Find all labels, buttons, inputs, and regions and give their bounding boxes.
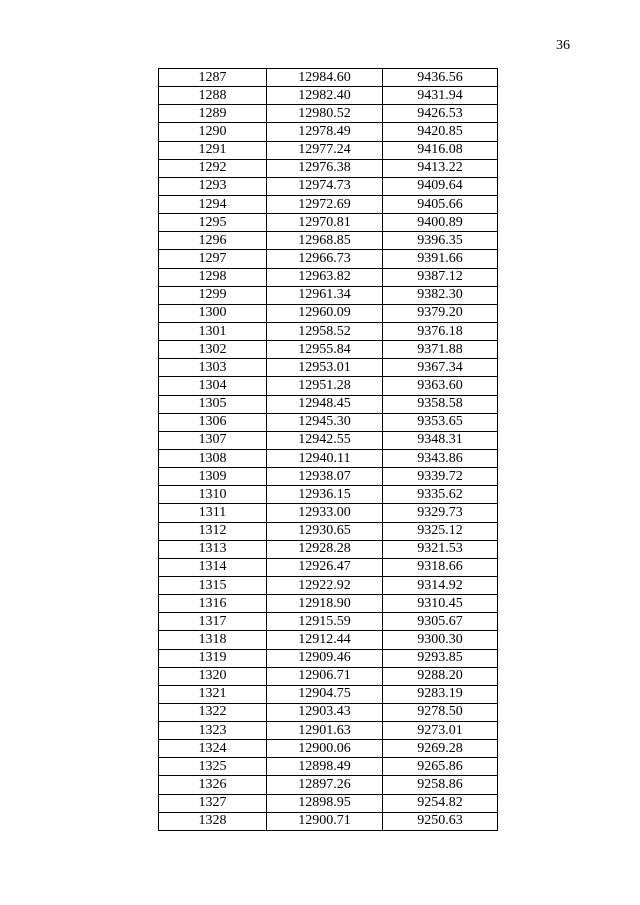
index-cell: 1306: [159, 413, 267, 431]
index-cell: 1311: [159, 504, 267, 522]
table-row: [159, 504, 498, 522]
table-row: [159, 703, 498, 721]
value-a-cell: 12938.07: [267, 468, 383, 486]
value-b-cell: 9420.85: [383, 123, 498, 141]
index-cell: 1291: [159, 141, 267, 159]
table-row: [159, 794, 498, 812]
index-cell: 1318: [159, 631, 267, 649]
index-cell: 1328: [159, 812, 267, 830]
table-row: [159, 758, 498, 776]
value-b-cell: 9258.86: [383, 776, 498, 794]
index-cell: 1308: [159, 449, 267, 467]
value-a-cell: 12966.73: [267, 250, 383, 268]
index-cell: 1309: [159, 468, 267, 486]
index-cell: 1298: [159, 268, 267, 286]
value-b-cell: 9376.18: [383, 322, 498, 340]
value-b-cell: 9363.60: [383, 377, 498, 395]
table-row: [159, 159, 498, 177]
value-a-cell: 12984.60: [267, 69, 383, 87]
table-row: [159, 322, 498, 340]
value-b-cell: 9288.20: [383, 667, 498, 685]
table-row: [159, 250, 498, 268]
value-b-cell: 9416.08: [383, 141, 498, 159]
value-a-cell: 12918.90: [267, 595, 383, 613]
value-a-cell: 12904.75: [267, 685, 383, 703]
table-row: [159, 685, 498, 703]
value-b-cell: 9254.82: [383, 794, 498, 812]
value-a-cell: 12977.24: [267, 141, 383, 159]
table-row: [159, 631, 498, 649]
value-b-cell: 9371.88: [383, 341, 498, 359]
table-row: [159, 359, 498, 377]
table-row: [159, 141, 498, 159]
value-a-cell: 12948.45: [267, 395, 383, 413]
value-a-cell: 12980.52: [267, 105, 383, 123]
table-row: [159, 812, 498, 830]
value-b-cell: 9348.31: [383, 431, 498, 449]
value-a-cell: 12968.85: [267, 232, 383, 250]
index-cell: 1293: [159, 177, 267, 195]
value-b-cell: 9431.94: [383, 87, 498, 105]
value-b-cell: 9318.66: [383, 558, 498, 576]
index-cell: 1289: [159, 105, 267, 123]
value-a-cell: 12903.43: [267, 703, 383, 721]
table-row: [159, 69, 498, 87]
value-a-cell: 12933.00: [267, 504, 383, 522]
value-b-cell: 9353.65: [383, 413, 498, 431]
value-a-cell: 12906.71: [267, 667, 383, 685]
index-cell: 1321: [159, 685, 267, 703]
value-a-cell: 12951.28: [267, 377, 383, 395]
value-b-cell: 9382.30: [383, 286, 498, 304]
table-row: [159, 540, 498, 558]
value-b-cell: 9329.73: [383, 504, 498, 522]
value-a-cell: 12963.82: [267, 268, 383, 286]
value-a-cell: 12912.44: [267, 631, 383, 649]
value-b-cell: 9413.22: [383, 159, 498, 177]
value-b-cell: 9358.58: [383, 395, 498, 413]
value-b-cell: 9310.45: [383, 595, 498, 613]
index-cell: 1295: [159, 214, 267, 232]
value-b-cell: 9293.85: [383, 649, 498, 667]
value-b-cell: 9305.67: [383, 613, 498, 631]
value-a-cell: 12900.06: [267, 740, 383, 758]
index-cell: 1325: [159, 758, 267, 776]
index-cell: 1313: [159, 540, 267, 558]
value-a-cell: 12942.55: [267, 431, 383, 449]
index-cell: 1315: [159, 576, 267, 594]
index-cell: 1303: [159, 359, 267, 377]
table-row: [159, 558, 498, 576]
index-cell: 1302: [159, 341, 267, 359]
table-row: [159, 286, 498, 304]
value-b-cell: 9405.66: [383, 195, 498, 213]
value-b-cell: 9250.63: [383, 812, 498, 830]
value-a-cell: 12972.69: [267, 195, 383, 213]
table-row: [159, 486, 498, 504]
value-a-cell: 12926.47: [267, 558, 383, 576]
table-row: [159, 595, 498, 613]
value-b-cell: 9325.12: [383, 522, 498, 540]
index-cell: 1296: [159, 232, 267, 250]
index-cell: 1288: [159, 87, 267, 105]
value-a-cell: 12915.59: [267, 613, 383, 631]
value-a-cell: 12955.84: [267, 341, 383, 359]
index-cell: 1323: [159, 722, 267, 740]
value-a-cell: 12974.73: [267, 177, 383, 195]
table-row: [159, 522, 498, 540]
value-a-cell: 12897.26: [267, 776, 383, 794]
index-cell: 1297: [159, 250, 267, 268]
value-a-cell: 12961.34: [267, 286, 383, 304]
table-row: [159, 431, 498, 449]
value-b-cell: 9343.86: [383, 449, 498, 467]
value-a-cell: 12970.81: [267, 214, 383, 232]
value-b-cell: 9409.64: [383, 177, 498, 195]
value-b-cell: 9367.34: [383, 359, 498, 377]
value-a-cell: 12978.49: [267, 123, 383, 141]
index-cell: 1319: [159, 649, 267, 667]
value-a-cell: 12960.09: [267, 304, 383, 322]
value-b-cell: 9273.01: [383, 722, 498, 740]
table-row: [159, 468, 498, 486]
value-b-cell: 9391.66: [383, 250, 498, 268]
table-row: [159, 105, 498, 123]
page-number: 36: [556, 38, 570, 53]
table-row: [159, 214, 498, 232]
value-b-cell: 9396.35: [383, 232, 498, 250]
table-row: [159, 722, 498, 740]
index-cell: 1307: [159, 431, 267, 449]
value-a-cell: 12982.40: [267, 87, 383, 105]
table-row: [159, 576, 498, 594]
table-body: [159, 69, 498, 831]
value-b-cell: 9314.92: [383, 576, 498, 594]
value-b-cell: 9269.28: [383, 740, 498, 758]
index-cell: 1327: [159, 794, 267, 812]
table-row: [159, 232, 498, 250]
index-cell: 1304: [159, 377, 267, 395]
table-row: [159, 304, 498, 322]
value-a-cell: 12901.63: [267, 722, 383, 740]
table-row: [159, 413, 498, 431]
value-b-cell: 9300.30: [383, 631, 498, 649]
index-cell: 1317: [159, 613, 267, 631]
table-row: [159, 395, 498, 413]
index-cell: 1299: [159, 286, 267, 304]
table-row: [159, 195, 498, 213]
value-b-cell: 9321.53: [383, 540, 498, 558]
value-a-cell: 12940.11: [267, 449, 383, 467]
index-cell: 1301: [159, 322, 267, 340]
index-cell: 1294: [159, 195, 267, 213]
value-a-cell: 12976.38: [267, 159, 383, 177]
index-cell: 1305: [159, 395, 267, 413]
value-a-cell: 12936.15: [267, 486, 383, 504]
data-table: [158, 68, 498, 831]
value-b-cell: 9278.50: [383, 703, 498, 721]
index-cell: 1310: [159, 486, 267, 504]
value-b-cell: 9335.62: [383, 486, 498, 504]
table-row: [159, 268, 498, 286]
value-b-cell: 9400.89: [383, 214, 498, 232]
index-cell: 1290: [159, 123, 267, 141]
index-cell: 1324: [159, 740, 267, 758]
table-row: [159, 123, 498, 141]
index-cell: 1326: [159, 776, 267, 794]
table-row: [159, 776, 498, 794]
index-cell: 1322: [159, 703, 267, 721]
table-row: [159, 177, 498, 195]
table-row: [159, 87, 498, 105]
value-b-cell: 9436.56: [383, 69, 498, 87]
index-cell: 1312: [159, 522, 267, 540]
table-row: [159, 740, 498, 758]
value-b-cell: 9283.19: [383, 685, 498, 703]
value-a-cell: 12922.92: [267, 576, 383, 594]
value-b-cell: 9379.20: [383, 304, 498, 322]
value-a-cell: 12930.65: [267, 522, 383, 540]
value-a-cell: 12945.30: [267, 413, 383, 431]
value-b-cell: 9265.86: [383, 758, 498, 776]
value-a-cell: 12898.49: [267, 758, 383, 776]
index-cell: 1320: [159, 667, 267, 685]
index-cell: 1314: [159, 558, 267, 576]
value-a-cell: 12909.46: [267, 649, 383, 667]
index-cell: 1287: [159, 69, 267, 87]
index-cell: 1292: [159, 159, 267, 177]
value-a-cell: 12928.28: [267, 540, 383, 558]
value-b-cell: 9387.12: [383, 268, 498, 286]
value-a-cell: 12898.95: [267, 794, 383, 812]
table-row: [159, 649, 498, 667]
value-b-cell: 9426.53: [383, 105, 498, 123]
value-a-cell: 12958.52: [267, 322, 383, 340]
table-row: [159, 667, 498, 685]
index-cell: 1300: [159, 304, 267, 322]
index-cell: 1316: [159, 595, 267, 613]
value-a-cell: 12900.71: [267, 812, 383, 830]
table-row: [159, 613, 498, 631]
value-a-cell: 12953.01: [267, 359, 383, 377]
table-row: [159, 377, 498, 395]
value-b-cell: 9339.72: [383, 468, 498, 486]
table-row: [159, 341, 498, 359]
table-row: [159, 449, 498, 467]
